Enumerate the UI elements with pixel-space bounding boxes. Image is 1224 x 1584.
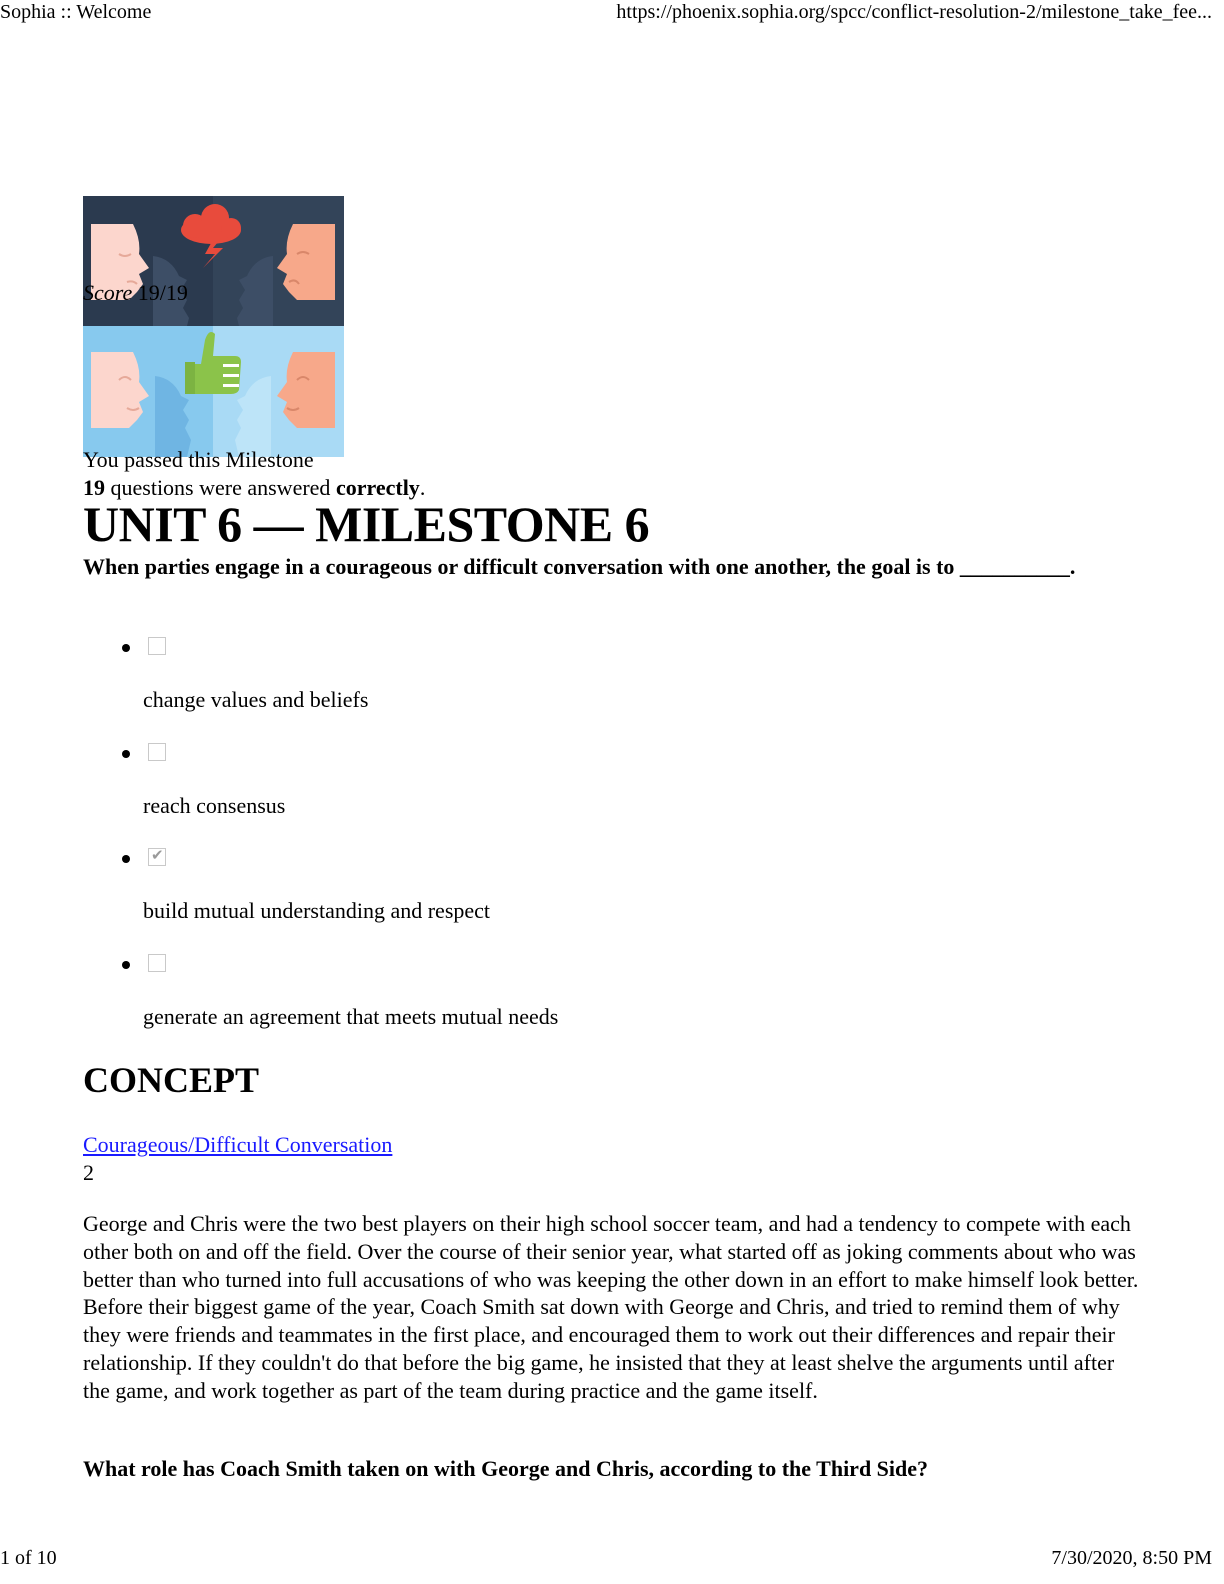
page-title-header: Sophia :: Welcome <box>0 1 152 23</box>
option-label: reach consensus <box>143 792 286 818</box>
checkbox[interactable] <box>148 637 166 655</box>
answered-period: . <box>419 475 426 500</box>
checkbox[interactable] <box>148 743 166 761</box>
correct-count: 19 <box>83 475 105 500</box>
checkbox[interactable] <box>148 954 166 972</box>
answer-option <box>115 841 1015 947</box>
print-datetime: 7/30/2020, 8:50 PM <box>1051 1547 1212 1569</box>
checkmark-icon: ✔ <box>151 846 164 864</box>
question-1-text: When parties engage in a courageous or difficult conversation with one another, the goal is to __________. <box>83 554 1076 579</box>
passed-message: You passed this Milestone <box>83 447 314 472</box>
option-label: build mutual understanding and respect <box>143 898 491 923</box>
bullet-icon <box>122 961 130 969</box>
answer-options <box>115 630 1015 1052</box>
question-number: 2 <box>83 1160 94 1185</box>
concept-link[interactable]: Courageous/Difficult Conversation <box>83 1132 393 1157</box>
correctly-word: correctly <box>335 475 420 500</box>
answer-option <box>115 736 1015 842</box>
bullet-icon <box>122 644 130 652</box>
page-indicator: 1 of 10 <box>0 1547 57 1569</box>
answer-option <box>115 630 1015 736</box>
concept-heading: CONCEPT <box>83 1060 260 1100</box>
score-value: 19/19 <box>137 280 188 305</box>
bullet-icon <box>122 750 130 758</box>
question-2-text: What role has Coach Smith taken on with George and Chris, according to the Third Side? <box>83 1456 929 1481</box>
page-url-header: https://phoenix.sophia.org/spcc/conflict-resolution-2/milestone_take_fee... <box>616 1 1212 23</box>
bullet-icon <box>122 855 130 863</box>
option-label: generate an agreement that meets mutual needs <box>143 1003 559 1029</box>
answer-option <box>115 947 1015 1053</box>
answered-text: questions were answered <box>105 475 336 500</box>
option-label: change values and beliefs <box>143 687 369 712</box>
score-label: Score <box>83 280 133 305</box>
conflict-resolution-illustration <box>83 196 344 457</box>
milestone-title: UNIT 6 — MILESTONE 6 <box>83 496 650 552</box>
checkbox-checked[interactable] <box>148 848 166 866</box>
question-2-scenario: George and Chris were the two best players on their high school soccer team, and had a tendency to compete with each other both on and off the field. Over the course of their senior year, what started off as joking comments about who was better than who turned into full accusations of who was keeping the other down in an effort to make himself look better. Before their biggest game of the year, Coach Smith sat down with George and Chris, and tried to remind them of why they were friends and teammates in the first place, and encouraged them to work out their differences and repair their relationship. If they couldn't do that before the big game, he insisted that they at least shelve the arguments until after the game, and work together as part of the team during practice and the game itself. <box>83 1211 1139 1403</box>
score-display <box>83 280 188 306</box>
